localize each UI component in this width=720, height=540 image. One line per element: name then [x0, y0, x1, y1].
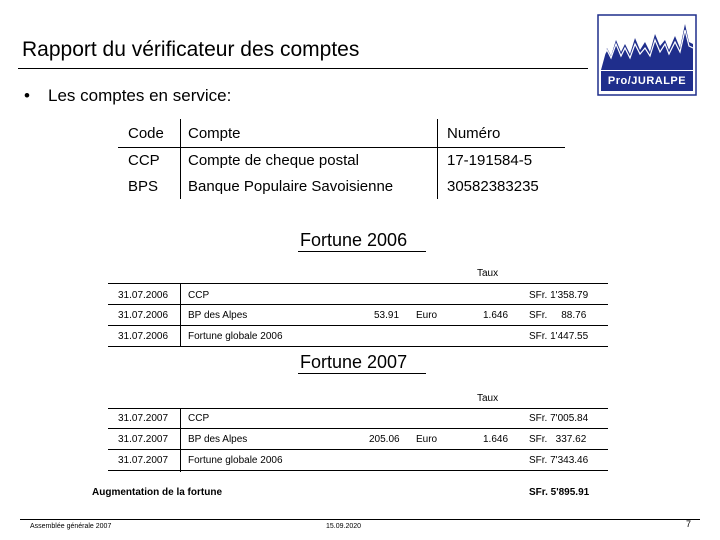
- account-row-compte: Compte de cheque postal: [188, 152, 359, 169]
- fortune-2007-title: Fortune 2007: [300, 352, 408, 372]
- accounts-header-code: Code: [128, 125, 164, 142]
- fortune-2006-top-rule: [108, 283, 608, 284]
- accounts-header-rule: [118, 147, 565, 148]
- fortune-row-total: SFr. 7'005.84: [529, 413, 589, 424]
- account-row-numero: 30582383235: [447, 178, 539, 195]
- fortune-row-date: 31.07.2006: [118, 290, 169, 301]
- account-row-compte: Banque Populaire Savoisienne: [188, 178, 394, 195]
- account-row-code: BPS: [128, 178, 159, 195]
- fortune-2007-top-rule: [108, 408, 608, 409]
- fortune-row-amount: 205.06: [369, 434, 400, 445]
- bullet-marker: •: [24, 86, 30, 105]
- fortune-row-date: 31.07.2007: [118, 455, 169, 466]
- accounts-column-divider-2: [437, 119, 438, 199]
- fortune-2007-underline: [298, 373, 426, 374]
- footer-date: 15.09.2020: [326, 523, 362, 530]
- fortune-2007-taux-label: Taux: [477, 393, 499, 404]
- augmentation-label: Augmentation de la fortune: [92, 487, 222, 498]
- slide-title: Rapport du vérificateur des comptes: [22, 38, 360, 61]
- accounts-column-divider: [180, 119, 181, 199]
- logo-text: Pro/JURALPE: [607, 75, 687, 87]
- title-divider: [18, 68, 588, 69]
- fortune-row-date: 31.07.2006: [118, 310, 169, 321]
- fortune-2006-underline: [298, 251, 426, 252]
- fortune-2006-bottom-rule: [108, 346, 608, 347]
- fortune-row-rule: [108, 325, 608, 326]
- account-row-numero: 17-191584-5: [447, 152, 533, 169]
- fortune-row-label: Fortune globale 2006: [188, 331, 283, 342]
- fortune-row-total: SFr. 1'358.79: [529, 290, 589, 301]
- fortune-row-label: BP des Alpes: [188, 434, 248, 445]
- accounts-header-compte: Compte: [188, 125, 241, 142]
- footer-left: Assemblée générale 2007: [30, 523, 112, 530]
- fortune-row-date: 31.07.2007: [118, 413, 169, 424]
- fortune-row-label: Fortune globale 2006: [188, 455, 283, 466]
- fortune-row-rule: [108, 449, 608, 450]
- fortune-row-rate: 1.646: [483, 434, 509, 445]
- fortune-row-rule: [108, 304, 608, 305]
- bullet-text: Les comptes en service:: [48, 86, 232, 105]
- projuralpe-logo: [597, 14, 697, 96]
- fortune-row-date: 31.07.2006: [118, 331, 169, 342]
- fortune-2007-bottom-rule: [108, 470, 608, 471]
- fortune-row-total: SFr. 7'343.46: [529, 455, 589, 466]
- fortune-row-total: SFr. 1'447.55: [529, 331, 589, 342]
- footer-rule: [20, 519, 700, 520]
- fortune-row-total: SFr. 88.76: [529, 310, 587, 321]
- fortune-2006-date-divider: [180, 283, 181, 347]
- fortune-2006-taux-label: Taux: [477, 268, 499, 279]
- fortune-row-date: 31.07.2007: [118, 434, 169, 445]
- page-number: 7: [686, 519, 692, 529]
- accounts-header-numero: Numéro: [447, 125, 501, 142]
- fortune-2007-date-divider: [180, 408, 181, 472]
- fortune-2006-title: Fortune 2006: [300, 230, 408, 250]
- fortune-row-rate: 1.646: [483, 310, 509, 321]
- fortune-row-label: CCP: [188, 290, 210, 301]
- fortune-row-currency: Euro: [416, 310, 438, 321]
- fortune-row-total: SFr. 337.62: [529, 434, 587, 445]
- account-row-code: CCP: [128, 152, 160, 169]
- fortune-row-currency: Euro: [416, 434, 438, 445]
- fortune-row-label: BP des Alpes: [188, 310, 248, 321]
- augmentation-value: SFr. 5'895.91: [529, 487, 590, 498]
- fortune-row-rule: [108, 428, 608, 429]
- fortune-row-label: CCP: [188, 413, 210, 424]
- fortune-row-amount: 53.91: [374, 310, 400, 321]
